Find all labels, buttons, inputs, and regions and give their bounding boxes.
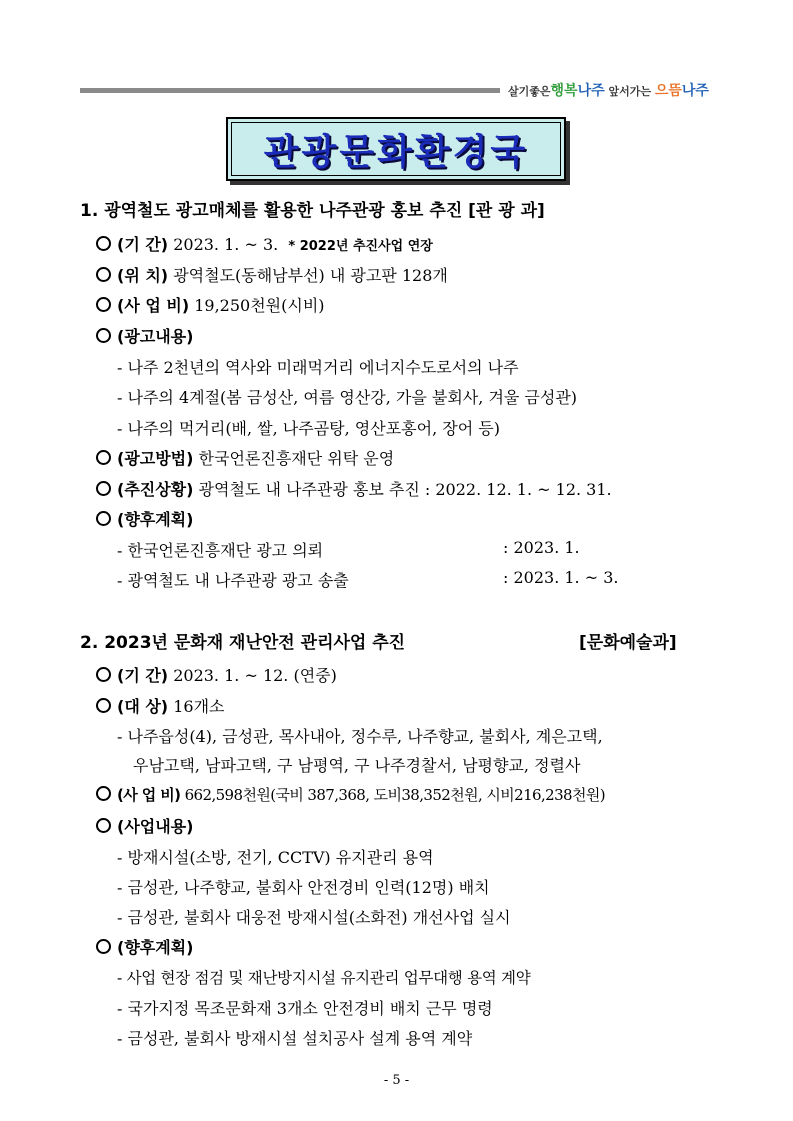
s2-period-row (96, 663, 337, 686)
title-box (226, 117, 566, 181)
s2-budget-label: (사 업 비) (117, 786, 181, 804)
s2-target-value: 16개소 (173, 697, 225, 716)
s2-plan-row (96, 935, 193, 958)
slogan-pre: 살기좋은 (508, 85, 551, 98)
s1-method-row (96, 446, 394, 469)
bullet-circle-icon (96, 236, 111, 251)
s1-location-row (96, 263, 448, 286)
slogan-naju-1: 나주 (577, 83, 605, 99)
bullet-circle-icon (96, 297, 111, 312)
s2-content-label: (사업내용) (117, 817, 194, 836)
s2-target-label: (대 상) (117, 697, 169, 716)
section1-heading: 1. 광역철도 광고매체를 활용한 나주관광 홍보 추진 [관 광 과] (80, 201, 545, 221)
header-rule (80, 88, 500, 93)
s1-location-label: (위 치) (117, 266, 169, 285)
s1-status-value: 광역철도 내 나주관광 홍보 추진 : 2022. 12. 1. ~ 12. 31. (198, 480, 612, 499)
s1-content-row (96, 324, 193, 347)
s1-method-label: (광고방법) (117, 449, 194, 468)
bullet-circle-icon (96, 328, 111, 343)
s1-plan-date: : 2023. 1. (503, 538, 580, 557)
s2-content-item: - 방재시설(소방, 전기, CCTV) 유지관리 용역 (117, 848, 434, 867)
s1-content-label: (광고내용) (117, 327, 194, 346)
header-slogan (508, 80, 709, 100)
s1-location-value: 광역철도(동해남부선) 내 광고판 128개 (173, 266, 448, 285)
s2-plan-item: - 금성관, 불회사 방재시설 설치공사 설계 용역 계약 (117, 1029, 473, 1048)
bullet-circle-icon (96, 450, 111, 465)
s1-plan-row (96, 507, 193, 530)
s2-target-list: - 나주읍성(4), 금성관, 목사내아, 정수루, 나주향교, 불회사, 계은고택, (117, 727, 603, 746)
s1-plan-item: - 광역철도 내 나주관광 광고 송출 (117, 571, 349, 590)
s2-budget-row (96, 784, 605, 805)
bullet-circle-icon (96, 818, 111, 833)
s1-budget-value: 19,250천원(시비) (194, 296, 325, 315)
s1-period-label: (기 간) (117, 235, 169, 254)
s2-content-item: - 금성관, 불회사 대웅전 방재시설(소화전) 개선사업 실시 (117, 908, 511, 927)
s1-content-item: - 나주의 4계절(봄 금성산, 여름 영산강, 가을 불회사, 겨울 금성관) (117, 388, 578, 407)
s2-budget-value: 662,598천원(국비 387,368, 도비38,352천원, 시비216,238천원) (184, 786, 606, 804)
s2-plan-label: (향후계획) (117, 938, 194, 957)
slogan-happy: 행복 (550, 83, 578, 99)
bullet-circle-icon (96, 786, 111, 801)
s2-plan-item: - 사업 현장 점검 및 재난방지시설 유지관리 업무대행 용역 계약 (117, 969, 531, 987)
s1-period-row (96, 232, 433, 255)
s1-status-row (96, 477, 612, 500)
s2-period-value: 2023. 1. ~ 12. (연중) (173, 666, 337, 685)
slogan-mid: 앞서가는 (608, 85, 651, 98)
s2-content-row (96, 814, 193, 837)
page-title: 관광문화환경국 (263, 131, 529, 173)
bullet-circle-icon (96, 667, 111, 682)
slogan-naju-2: 나주 (681, 83, 709, 99)
s1-content-item: - 나주 2천년의 역사와 미래먹거리 에너지수도로서의 나주 (117, 358, 519, 377)
s1-budget-row (96, 293, 325, 316)
s1-content-item: - 나주의 먹거리(배, 쌀, 나주곰탕, 영산포홍어, 장어 등) (117, 419, 500, 438)
s1-status-label: (추진상황) (117, 480, 194, 499)
s1-budget-label: (사 업 비) (117, 296, 190, 315)
s1-plan-date: : 2023. 1. ~ 3. (503, 568, 619, 587)
s2-period-label: (기 간) (117, 666, 169, 685)
slogan-best: 으뜸 (654, 83, 682, 99)
s2-target-list: 우남고택, 남파고택, 구 남평역, 구 나주경찰서, 남평향교, 정렬사 (133, 756, 581, 775)
s2-plan-item: - 국가지정 목조문화재 3개소 안전경비 배치 근무 명령 (117, 999, 493, 1018)
page-number: - 5 - (383, 1073, 410, 1088)
s1-method-value: 한국언론진흥재단 위탁 운영 (198, 449, 395, 468)
s2-content-item: - 금성관, 나주향교, 불회사 안전경비 인력(12명) 배치 (117, 878, 490, 897)
s1-plan-item: - 한국언론진흥재단 광고 의뢰 (117, 541, 324, 560)
s2-target-row (96, 694, 224, 717)
section2-heading: 2. 2023년 문화재 재난안전 관리사업 추진 (80, 633, 406, 653)
section2-dept: [문화예술과] (579, 633, 677, 653)
bullet-circle-icon (96, 267, 111, 282)
bullet-circle-icon (96, 939, 111, 954)
bullet-circle-icon (96, 481, 111, 496)
s1-period-value: 2023. 1. ~ 3. (173, 235, 279, 254)
s1-plan-label: (향후계획) (117, 510, 194, 529)
bullet-circle-icon (96, 698, 111, 713)
s1-period-note: * 2022년 추진사업 연장 (288, 239, 433, 254)
bullet-circle-icon (96, 511, 111, 526)
